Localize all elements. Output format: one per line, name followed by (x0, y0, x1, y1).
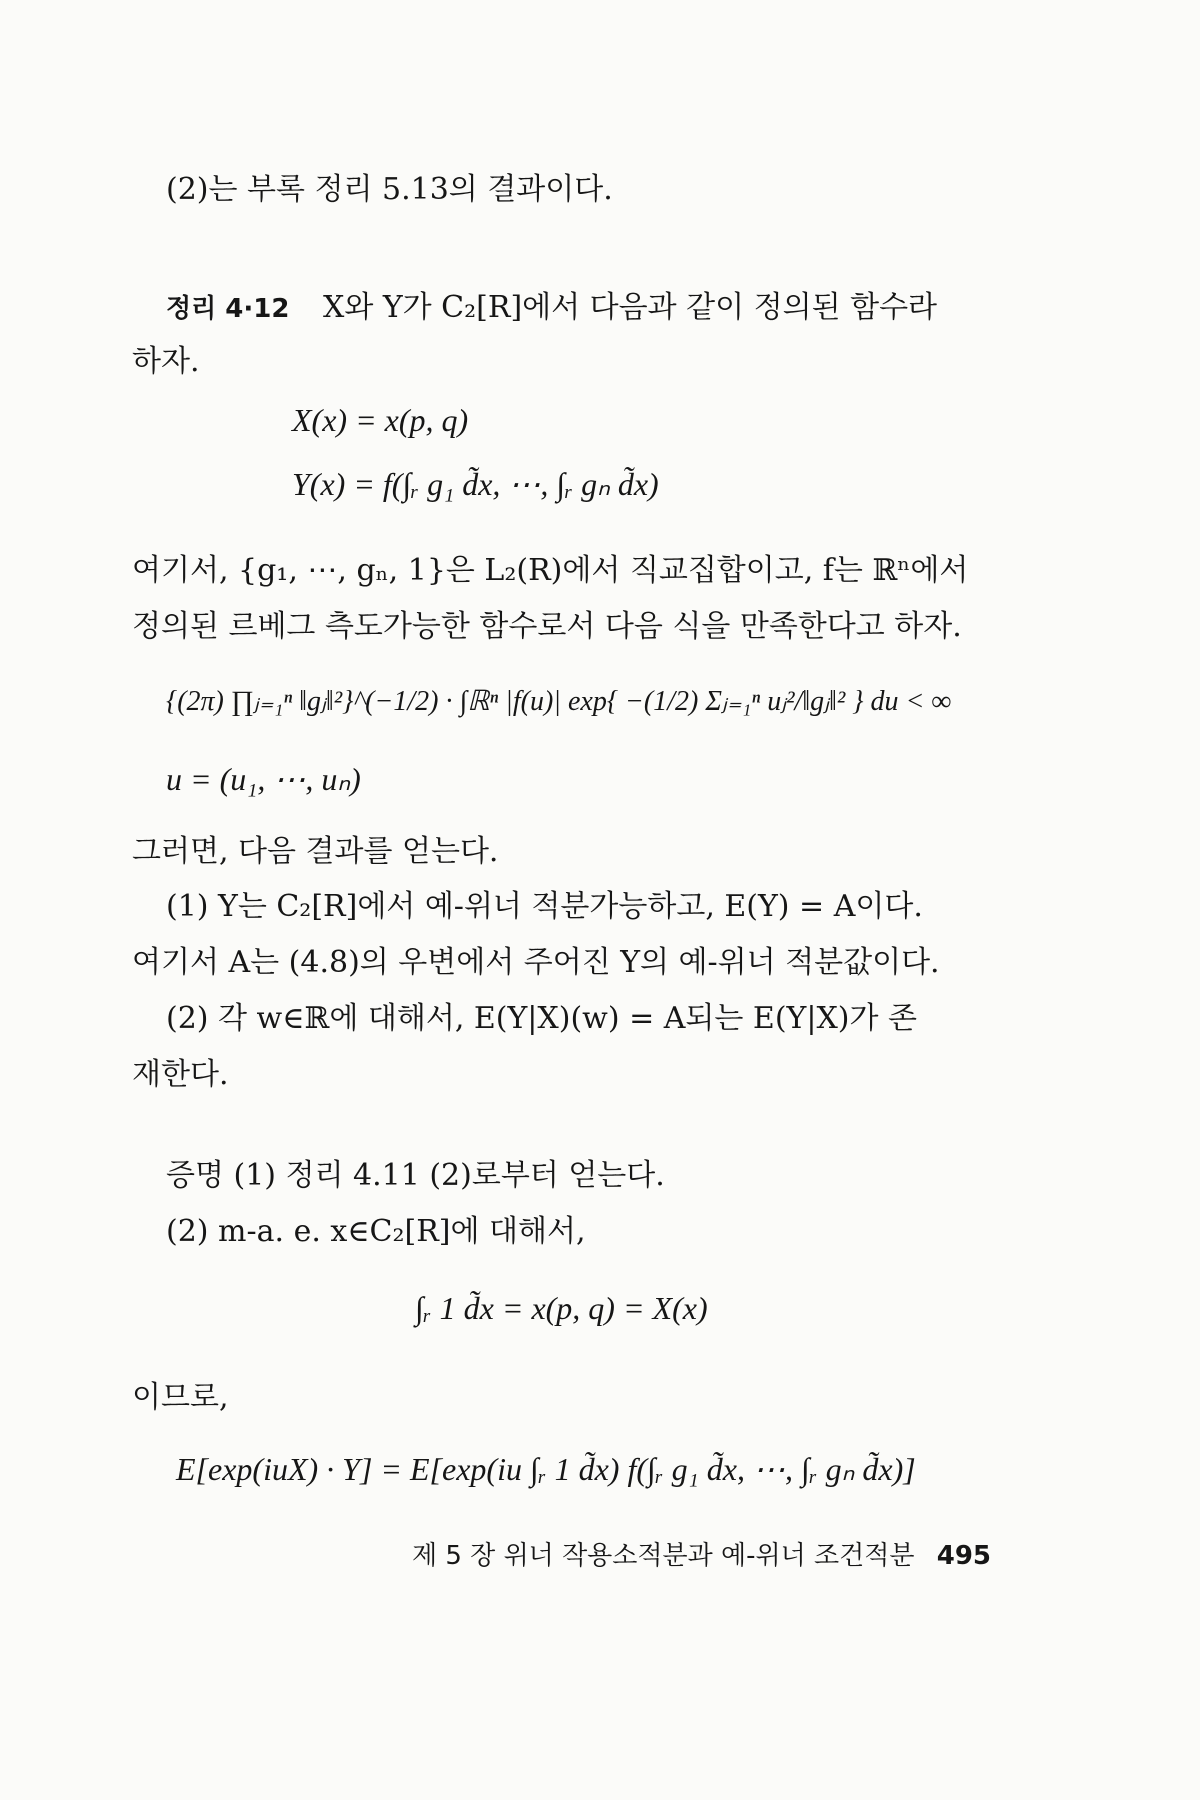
equation: E[exp(iuX) · Y] = E[exp(iu ∫ᵣ 1 d̃x) f(∫ᵣ g₁ d̃x, ⋯, ∫ᵣ gₙ d̃x)] (176, 1451, 916, 1487)
equation: Y(x) = f(∫ᵣ g₁ d̃x, ⋯, ∫ᵣ gₙ d̃x) (292, 466, 659, 502)
text-line: 그러면, 다음 결과를 얻는다. (132, 834, 499, 869)
text-line: 이므로, (132, 1380, 229, 1415)
proof-heading: 증명 (1) 정리 4.11 (2)로부터 얻는다. (166, 1158, 665, 1193)
equation: X(x) = x(p, q) (292, 402, 469, 438)
theorem-heading (166, 290, 937, 326)
page-number: 495 (936, 1541, 992, 1571)
text-line: 재한다. (132, 1057, 229, 1092)
text-line: (2) 각 w∈ℝ에 대해서, E(Y|X)(w) = A되는 E(Y|X)가 존 (166, 1001, 918, 1036)
equation: {(2π) ∏ⱼ₌₁ⁿ ‖gⱼ‖²}^(−1/2) · ∫ℝⁿ |f(u)| exp{ −(1/2) Σⱼ₌₁ⁿ uⱼ²/‖gⱼ‖² } du < ∞ (166, 686, 952, 717)
text-line: 하자. (132, 344, 200, 379)
equation: ∫ᵣ 1 d̃x = x(p, q) = X(x) (415, 1290, 708, 1326)
equation: u = (u₁, ⋯, uₙ) (166, 761, 361, 797)
text-line: (2) m-a. e. x∈C₂[R]에 대해서, (166, 1214, 586, 1249)
text-line: 여기서 A는 (4.8)의 우변에서 주어진 Y의 예-위너 적분값이다. (132, 945, 940, 980)
theorem-text: X와 Y가 C₂[R]에서 다음과 같이 정의된 함수라 (322, 290, 938, 325)
text-line: (1) Y는 C₂[R]에서 예-위너 적분가능하고, E(Y) = A이다. (166, 889, 923, 924)
theorem-label: 정리 4·12 (166, 294, 290, 324)
text-line: 정의된 르베그 측도가능한 함수로서 다음 식을 만족한다고 하자. (132, 609, 962, 644)
running-title: 제 5 장 위너 작용소적분과 예-위너 조건적분 (412, 1541, 915, 1571)
page-footer (412, 1535, 991, 1572)
text-line: 여기서, {g₁, ⋯, gₙ, 1}은 L₂(R)에서 직교집합이고, f는 ℝⁿ에서 (132, 553, 969, 588)
text-line: (2)는 부록 정리 5.13의 결과이다. (166, 172, 613, 207)
